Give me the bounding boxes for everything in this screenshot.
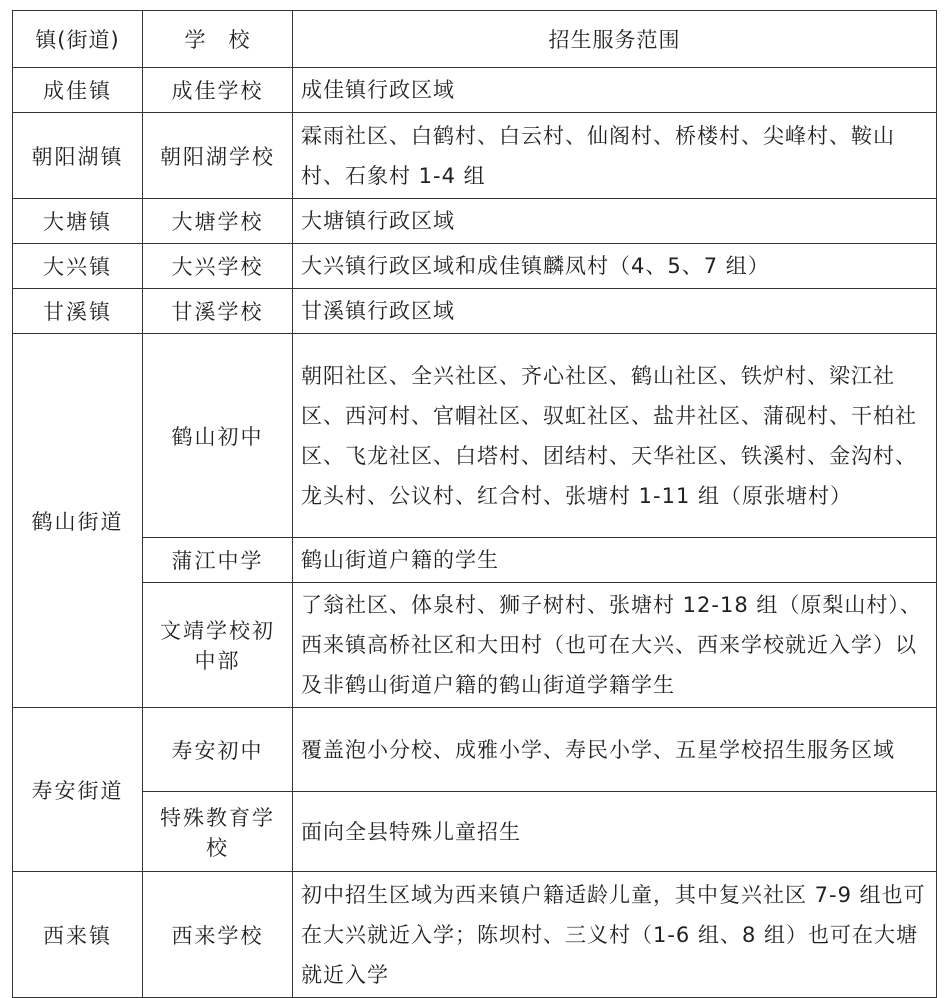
town-cell: 鹤山街道 — [13, 334, 143, 708]
header-town: 镇(街道) — [13, 11, 143, 68]
town-cell: 大塘镇 — [13, 199, 143, 244]
school-cell: 朝阳湖学校 — [143, 113, 293, 199]
header-scope: 招生服务范围 — [293, 11, 937, 68]
scope-cell: 大兴镇行政区域和成佳镇麟凤村（4、5、7 组） — [293, 244, 937, 289]
table-row — [13, 334, 937, 538]
table-row — [13, 289, 937, 334]
school-cell: 甘溪学校 — [143, 289, 293, 334]
scope-cell: 覆盖泡小分校、成雅小学、寿民小学、五星学校招生服务区域 — [293, 708, 937, 792]
header-row — [13, 11, 937, 68]
header-school: 学 校 — [143, 11, 293, 68]
table-row — [13, 199, 937, 244]
school-cell: 大兴学校 — [143, 244, 293, 289]
school-cell: 蒲江中学 — [143, 538, 293, 583]
table-row — [13, 583, 937, 708]
table-row — [13, 68, 937, 113]
table-row — [13, 244, 937, 289]
table-row — [13, 872, 937, 998]
scope-cell: 大塘镇行政区域 — [293, 199, 937, 244]
scope-cell: 鹤山街道户籍的学生 — [293, 538, 937, 583]
town-cell: 成佳镇 — [13, 68, 143, 113]
scope-cell: 成佳镇行政区域 — [293, 68, 937, 113]
scope-cell: 霖雨社区、白鹤村、白云村、仙阁村、桥楼村、尖峰村、鞍山村、石象村 1-4 组 — [293, 113, 937, 199]
scope-cell: 甘溪镇行政区域 — [293, 289, 937, 334]
table-row — [13, 792, 937, 872]
school-cell: 鹤山初中 — [143, 334, 293, 538]
scope-cell: 朝阳社区、全兴社区、齐心社区、鹤山社区、铁炉村、梁江社区、西河村、官帽社区、驭虹社区、盐井社区、蒲砚村、干柏社区、飞龙社区、白塔村、团结村、天华社区、铁溪村、金沟村、龙头村、公议村、红合村、张塘村 1-11 组（原张塘村） — [293, 334, 937, 538]
town-cell: 甘溪镇 — [13, 289, 143, 334]
school-cell: 寿安初中 — [143, 708, 293, 792]
table-row — [13, 113, 937, 199]
table-row — [13, 538, 937, 583]
school-cell: 特殊教育学校 — [143, 792, 293, 872]
scope-cell: 了翁社区、体泉村、狮子树村、张塘村 12-18 组（原梨山村）、西来镇高桥社区和大田村（也可在大兴、西来学校就近入学）以及非鹤山街道户籍的鹤山街道学籍学生 — [293, 583, 937, 708]
school-cell: 大塘学校 — [143, 199, 293, 244]
scope-cell: 初中招生区域为西来镇户籍适龄儿童，其中复兴社区 7-9 组也可在大兴就近入学；陈坝村、三义村（1-6 组、8 组）也可在大塘就近入学 — [293, 872, 937, 998]
school-cell: 成佳学校 — [143, 68, 293, 113]
town-cell: 朝阳湖镇 — [13, 113, 143, 199]
enrollment-table — [12, 10, 937, 998]
table-row — [13, 708, 937, 792]
school-cell: 西来学校 — [143, 872, 293, 998]
town-cell: 大兴镇 — [13, 244, 143, 289]
town-cell: 西来镇 — [13, 872, 143, 998]
scope-cell: 面向全县特殊儿童招生 — [293, 792, 937, 872]
school-cell: 文靖学校初中部 — [143, 583, 293, 708]
town-cell: 寿安街道 — [13, 708, 143, 872]
